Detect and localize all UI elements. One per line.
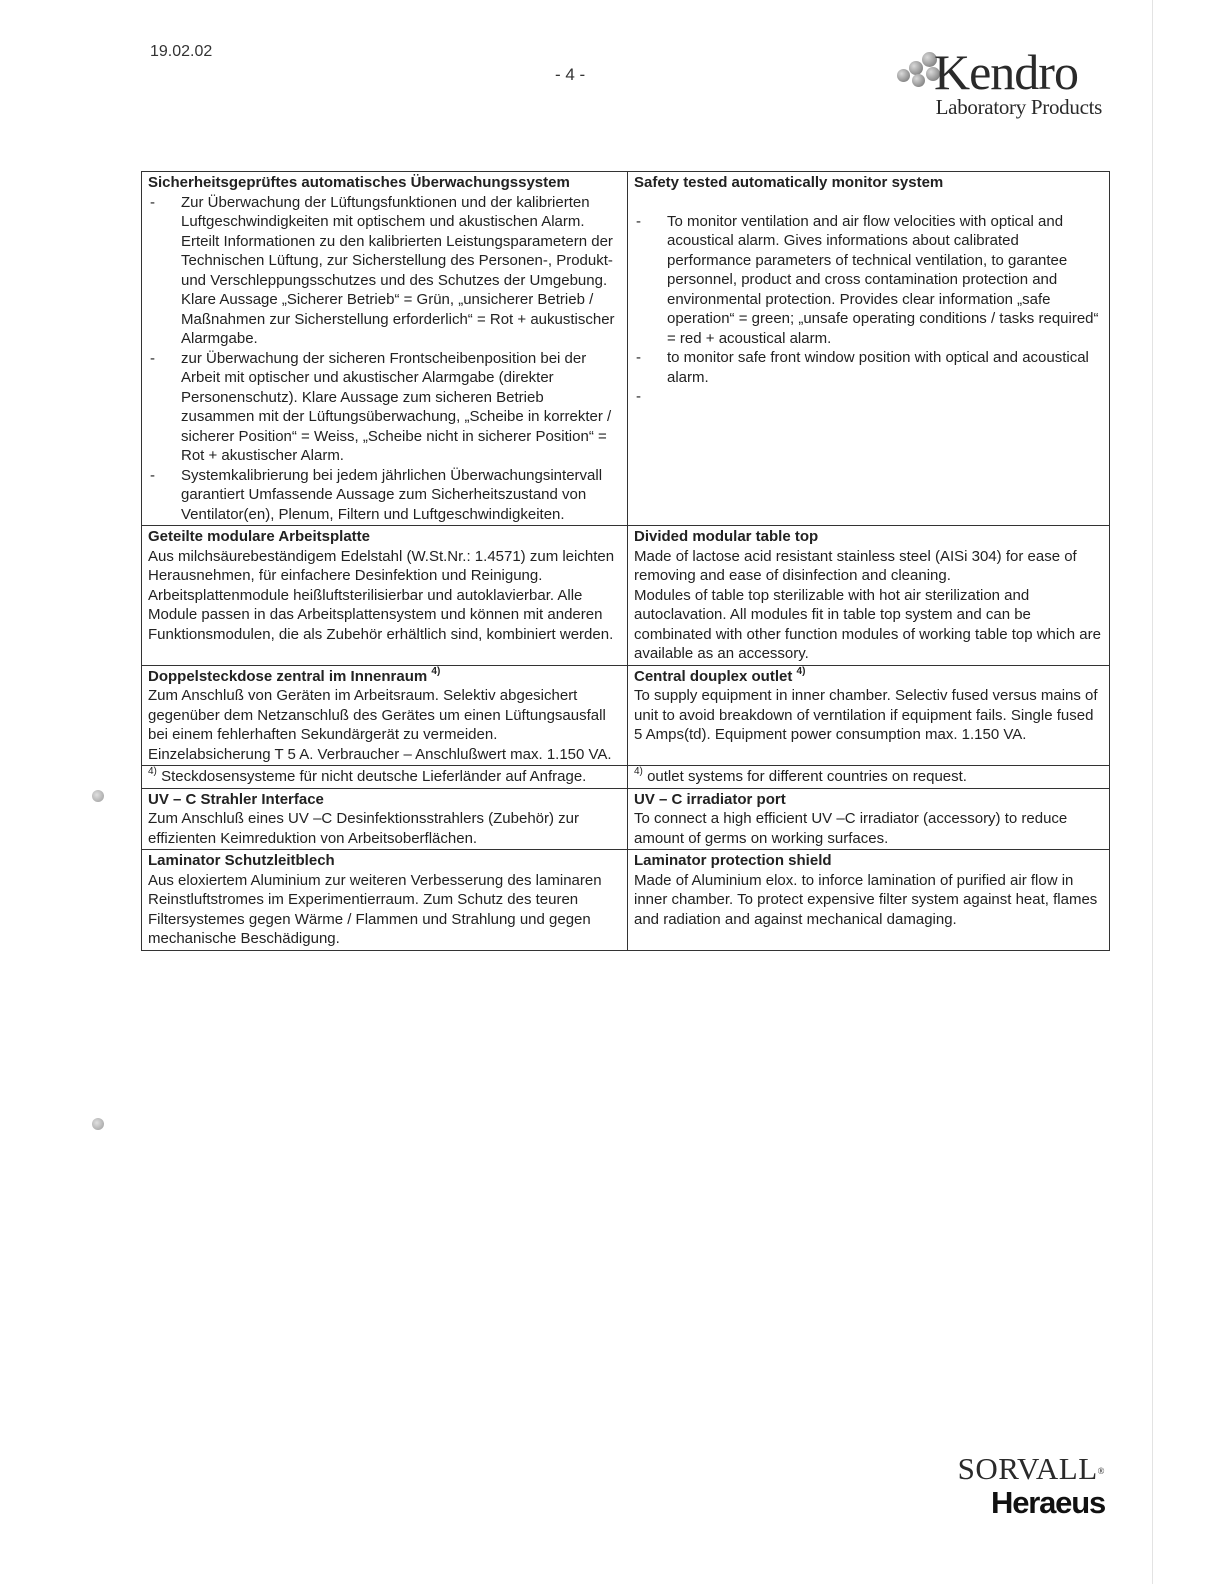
cell-de bbox=[142, 788, 628, 850]
kendro-logo-name: Kendro bbox=[934, 44, 1078, 100]
cell-en bbox=[628, 526, 1110, 666]
footnote-ref: 4) bbox=[796, 665, 806, 677]
row-text: Aus milchsäurebeständigem Edelstahl (W.St.Nr.: 1.4571) zum leichten Herausnehmen, für einfachere Desinfektion und Reinigung. bbox=[148, 547, 615, 584]
cell-de bbox=[142, 665, 628, 766]
cell-de bbox=[142, 850, 628, 951]
row-text: To supply equipment in inner chamber. Selectiv fused versus mains of unit to avoid breakdown of verntilation if equipment fails. Single fused 5 Amps(td). Equipment power consumption max. 1.150 VA. bbox=[634, 687, 1098, 743]
table-row bbox=[142, 766, 1110, 789]
table-row bbox=[142, 172, 1110, 526]
cell-en bbox=[628, 850, 1110, 951]
punch-hole-icon bbox=[92, 1118, 104, 1130]
kendro-logo bbox=[892, 44, 1107, 124]
row-text: To connect a high efficient UV –C irradiator (accessory) to reduce amount of germs on working surfaces. bbox=[634, 810, 1068, 847]
cell-en bbox=[628, 766, 1110, 789]
page-number: - 4 - bbox=[555, 65, 586, 84]
cell-en bbox=[628, 172, 1110, 526]
row-title bbox=[634, 667, 1103, 687]
list-item: - to monitor safe front window position with optical and acoustical alarm. bbox=[634, 348, 1103, 387]
row-title: Divided modular table top bbox=[634, 528, 819, 545]
cell-de bbox=[142, 766, 628, 789]
cell-en bbox=[628, 788, 1110, 850]
punch-hole-icon bbox=[92, 790, 104, 802]
row-title: Sicherheitsgeprüftes automatisches Überwachungssystem bbox=[148, 174, 570, 191]
cell-de bbox=[142, 526, 628, 666]
row-title: UV – C irradiator port bbox=[634, 790, 786, 808]
spec-table bbox=[141, 171, 1110, 951]
row-text: Zum Anschluß von Geräten im Arbeitsraum. Selektiv abgesichert gegenüber dem Netzanschluß des Gerätes um einen Lüftungsausfall bei einem fehlerhaften Sekundärgerät zu vermeiden. Einzelabsicherung T 5 A. Verbraucher – Anschlußwert max. 1.150 VA. bbox=[148, 687, 612, 763]
kendro-logo-subtitle: Laboratory Products bbox=[935, 95, 1102, 119]
table-row bbox=[142, 850, 1110, 951]
row-text: Zum Anschluß eines UV –C Desinfektionsstrahlers (Zubehör) zur effizienten Keimreduktion von Arbeitsoberflächen. bbox=[148, 810, 580, 847]
bullet-list bbox=[634, 212, 1103, 407]
row-title: UV – C Strahler Interface bbox=[148, 790, 324, 808]
bullet-list bbox=[148, 193, 621, 525]
row-text-2: Modules of table top sterilizable with hot air sterilization and autoclavation. All modules fit in table top system and can be combinated with other function modules of working table top which are available as an accessory. bbox=[634, 586, 1101, 662]
scan-edge-line bbox=[1152, 0, 1153, 1584]
row-title bbox=[148, 667, 621, 687]
row-title-text: Doppelsteckdose zentral im Innenraum bbox=[148, 667, 428, 685]
table-row bbox=[142, 665, 1110, 766]
heraeus-logo-text: Heraeus bbox=[991, 1485, 1105, 1520]
row-title: Geteilte modulare Arbeitsplatte bbox=[148, 528, 370, 545]
table-row bbox=[142, 788, 1110, 850]
row-text-2: Arbeitsplattenmodule heißluftsterilisierbar und autoklavierbar. Alle Module passen in das Arbeitsplattensystem und können mit anderen Funktionsmodulen, die als Zubehör erhältlich sind, kombiniert werden. bbox=[148, 586, 614, 643]
footnote-text: Steckdosensysteme für nicht deutsche Lieferländer auf Anfrage. bbox=[161, 768, 587, 785]
list-item: - Zur Überwachung der Lüftungsfunktionen und der kalibrierten Luftgeschwindigkeiten mit optischem und akustischen Alarm. Erteilt Informationen zu den kalibrierten Leistungsparametern der Technischen Lüftung, zur Sicherstellung des Personen-, Produkt- und Verschleppungsschutzes und des Schutzes der Umgebung. Klare Aussage „Sicherer Betrieb“ = Grün, „unsicherer Betrieb / Maßnahmen zur Sicherstellung erforderlich“ = Rot + aukustischer Alarmgabe. bbox=[148, 193, 621, 349]
row-title: Laminator Schutzleitblech bbox=[148, 852, 335, 869]
footnote-text: outlet systems for different countries on request. bbox=[647, 768, 967, 785]
row-title: Laminator protection shield bbox=[634, 852, 832, 869]
sorvall-logo-text bbox=[940, 1452, 1105, 1486]
cell-de bbox=[142, 172, 628, 526]
list-item bbox=[634, 387, 1103, 406]
sorvall-name: SORVALL bbox=[957, 1451, 1098, 1486]
row-title-text: Central douplex outlet bbox=[634, 667, 793, 685]
row-text: Aus eloxiertem Aluminium zur weiteren Verbesserung des laminaren Reinstluftstromes im Experimentierraum. Zum Schutz des teuren Filtersystemes gegen Wärme / Flammen und Strahlung und gegen mechanische Beschädigung. bbox=[148, 871, 602, 947]
footnote-ref: 4) bbox=[431, 665, 441, 677]
sorvall-heraeus-logo bbox=[940, 1452, 1105, 1524]
row-text: Made of lactose acid resistant stainless steel (AISi 304) for ease of removing and ease of disinfection and cleaning. bbox=[634, 547, 1077, 584]
list-item: - zur Überwachung der sicheren Frontscheibenposition bei der Arbeit mit optischer und akustischer Alarmgabe (direkter Personenschutz). Klare Aussage zum sicheren Betrieb zusammen mit der Lüftungsüberwachung, „Scheibe in korrekter / sicherer Position“ = Weiss, „Scheibe nicht in sicherer Position“ = Rot + akustischer Alarm. bbox=[148, 349, 621, 466]
document-date: 19.02.02 bbox=[150, 43, 213, 60]
registered-mark: ® bbox=[1097, 1466, 1105, 1476]
cell-en bbox=[628, 665, 1110, 766]
row-title: Safety tested automatically monitor system bbox=[634, 174, 944, 191]
row-text: Made of Aluminium elox. to inforce lamination of purified air flow in inner chamber. To protect expensive filter system against heat, flames and radiation and against mechanical damaging. bbox=[634, 871, 1098, 928]
table-row bbox=[142, 526, 1110, 666]
footnote-ref: 4) bbox=[148, 766, 157, 777]
footnote-ref: 4) bbox=[634, 766, 643, 777]
list-item: - Systemkalibrierung bei jedem jährlichen Überwachungsintervall garantiert Umfassende Aussage zum Sicherheitszustand von Ventilator(en), Plenum, Filtern und Luftgeschwindigkeiten. bbox=[148, 466, 621, 525]
list-item: - To monitor ventilation and air flow velocities with optical and acoustical alarm. Gives informations about calibrated performance parameters of technical ventilation, to garantee personnel, product and cross contamination protection and environmental protection. Provides clear information „safe operation“ = green; „unsafe operating conditions / tasks required“ = red + acoustical alarm. bbox=[634, 212, 1103, 349]
